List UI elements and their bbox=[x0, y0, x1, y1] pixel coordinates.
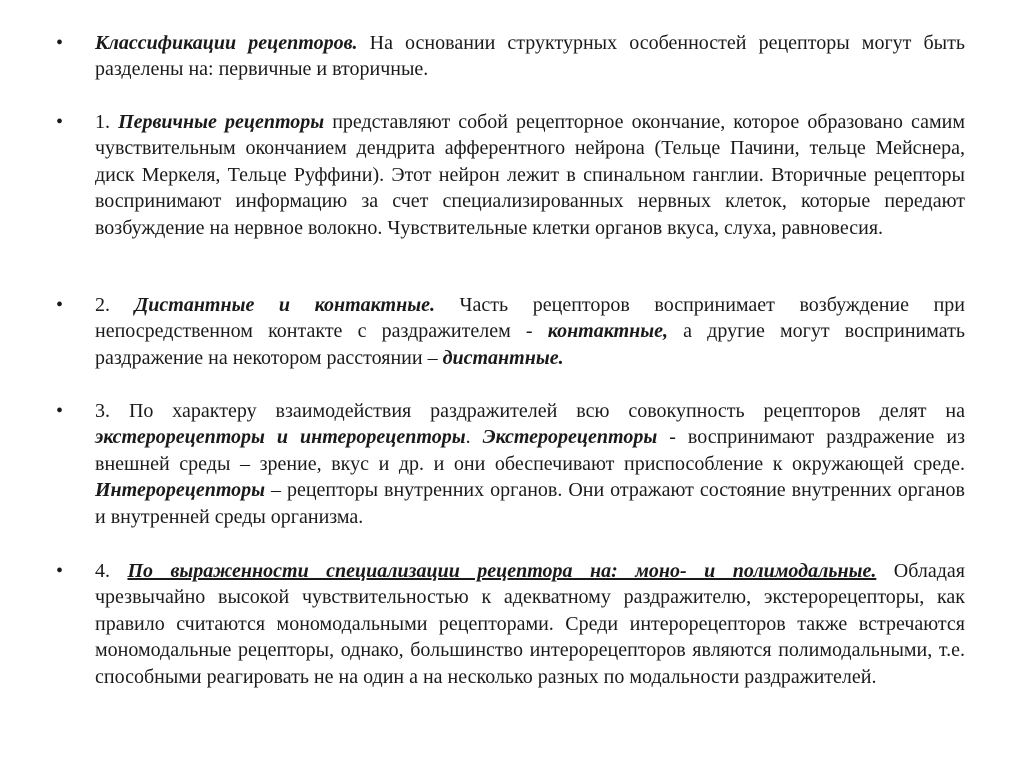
text-classification: На основании структурных особенностей рецепторы могут быть разделены на: первичные и вторичные. bbox=[95, 32, 965, 81]
item-number: 1. bbox=[95, 111, 119, 133]
paragraph-modality bbox=[95, 558, 965, 690]
bullet-icon: • bbox=[56, 294, 64, 316]
term-exteroreceptors: Экстерорецепторы bbox=[482, 426, 658, 449]
paragraph-classification bbox=[95, 30, 965, 83]
bullet-icon: • bbox=[56, 400, 64, 422]
term-extero-intero: экстерорецепторы и интерорецепторы bbox=[95, 426, 466, 449]
bullet-icon: • bbox=[56, 111, 64, 133]
text-distant-contact-a: Часть рецепторов воспринимает возбуждение при непосредственном контакте с раздражителем - bbox=[95, 294, 966, 343]
bullet-icon: • bbox=[56, 560, 64, 582]
text-extero-intero-a: По характеру взаимодействия раздражителей всю совокупность рецепторов делят на bbox=[128, 400, 966, 422]
heading-modality: По выраженности специализации рецептора на: моно- и полимодальные. bbox=[127, 560, 877, 582]
text-extero-intero-d: – рецепторы внутренних органов. Они отражают состояние внутренних органов и внутренней среды организма. bbox=[95, 479, 965, 528]
paragraph-extero-intero bbox=[95, 398, 965, 530]
text-extero-intero-c: - воспринимают раздражение из внешней среды – зрение, вкус и др. и они обеспечивают приспособление к окружающей среде. bbox=[95, 426, 965, 475]
item-number: 3. bbox=[95, 400, 129, 422]
text-extero-intero-b: . bbox=[465, 426, 483, 449]
heading-distant-contact: Дистантные и контактные. bbox=[134, 294, 435, 316]
text-modality: Обладая чрезвычайно высокой чувствительностью к адекватному раздражителю, экстерорецепторы, как правило считаются мономодальными рецепторами. Среди интерорецепторов также встречаются мономодальные рецепторы, однако, большинство интерорецепторов являются полимодальными, т.е. способными реагировать не на один а на несколько разных по модальности раздражителей. bbox=[95, 560, 966, 688]
text-distant-contact-b: а другие могут воспринимать раздражение на некотором расстоянии – bbox=[95, 320, 966, 369]
heading-classification: Классификации рецепторов. bbox=[95, 32, 358, 54]
term-distant: дистантные. bbox=[442, 346, 564, 369]
paragraph-distant-contact bbox=[95, 292, 965, 371]
bullet-icon: • bbox=[56, 32, 64, 54]
term-contact: контактные, bbox=[547, 320, 669, 343]
term-interoreceptors: Интерорецепторы bbox=[95, 479, 265, 502]
item-number: 2. bbox=[95, 294, 135, 316]
item-number: 4. bbox=[95, 560, 128, 582]
text-primary-receptors: представляют собой рецепторное окончание, которое образовано самим чувствительным окончанием дендрита афферентного нейрона (Тельце Пачини, тельце Мейснера, диск Меркеля, Тельце Руффини). Этот нейрон лежит в спинальном ганглии. Вторичные рецепторы воспринимают информацию за счет специализированных нервных клеток, которые передают возбуждение на нервное волокно. Чувствительные клетки органов вкуса, слуха, равновесия. bbox=[95, 111, 965, 239]
paragraph-primary-receptors bbox=[95, 109, 965, 241]
heading-primary-receptors: Первичные рецепторы bbox=[118, 111, 325, 133]
